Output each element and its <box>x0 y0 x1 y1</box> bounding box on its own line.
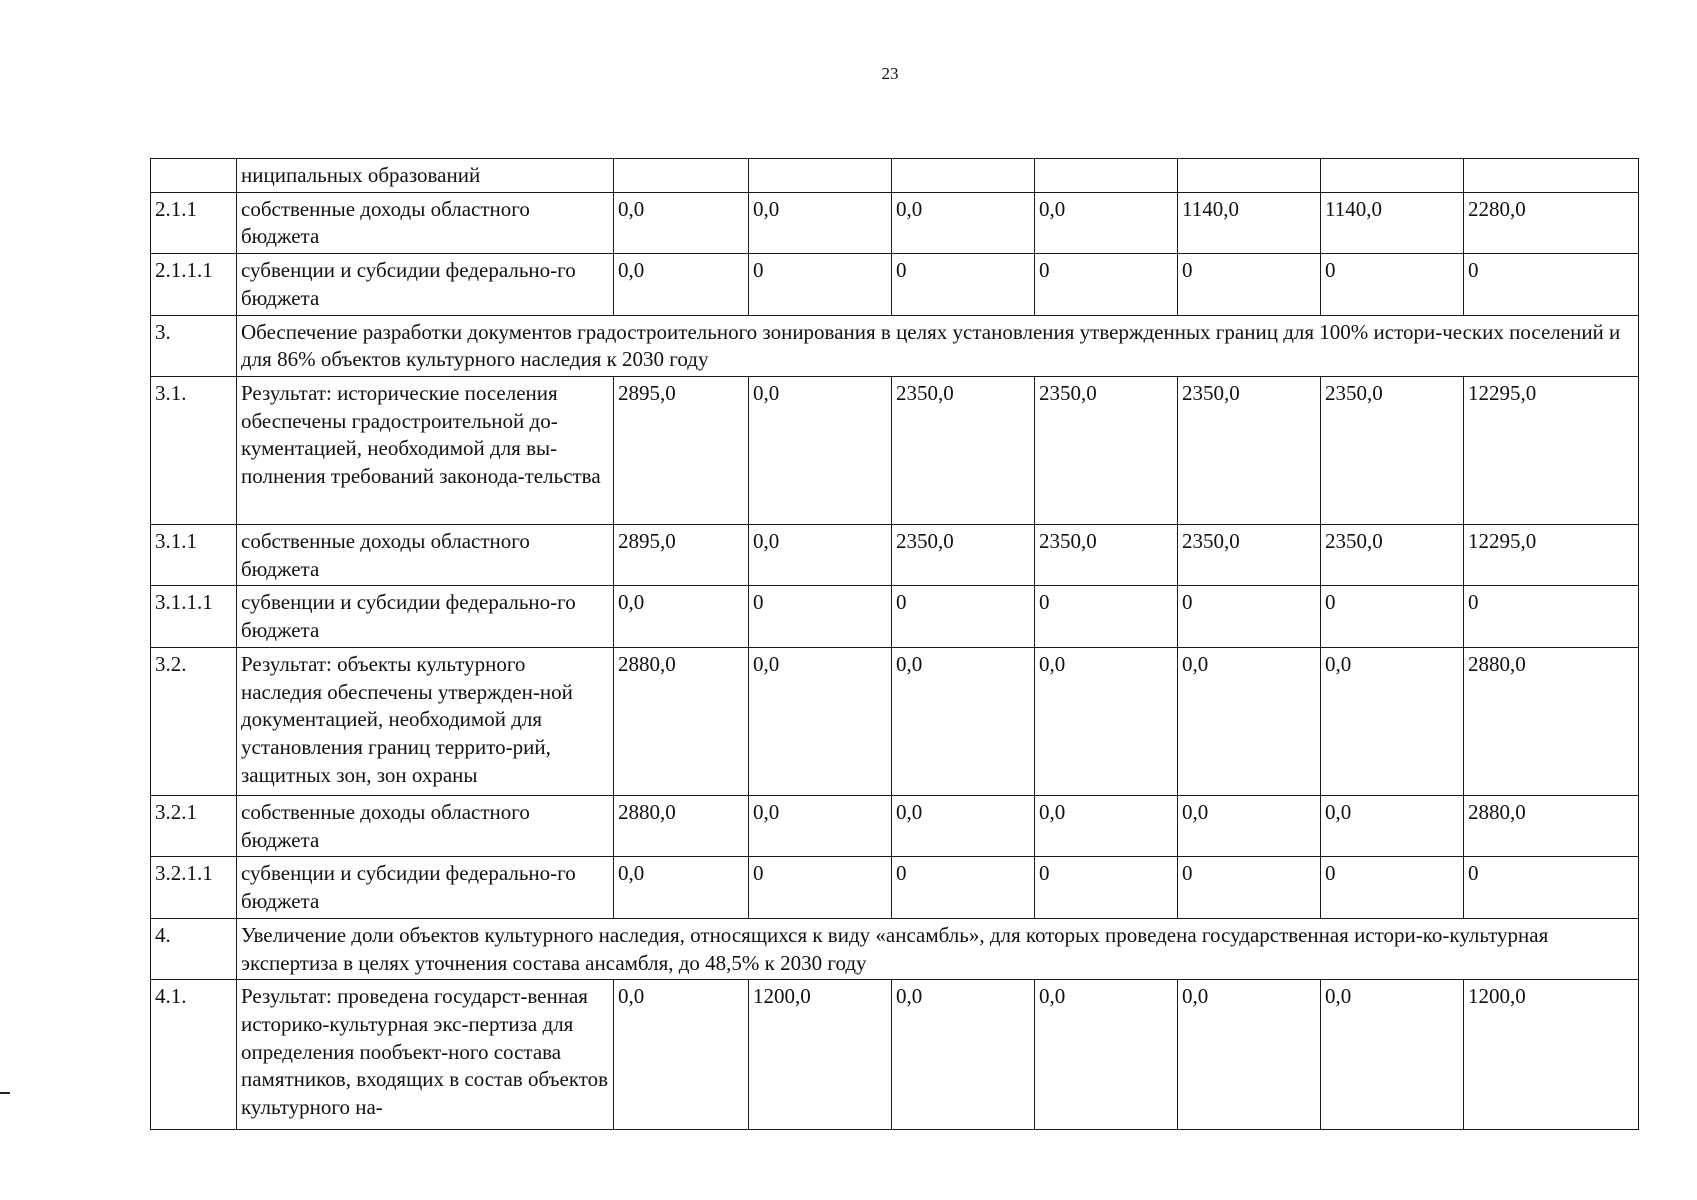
row-code: 3.2. <box>151 647 237 795</box>
value-cell: 0 <box>1464 254 1639 315</box>
value-cell: 0,0 <box>614 586 749 647</box>
value-cell: 2350,0 <box>1321 525 1464 586</box>
value-cell <box>614 159 749 193</box>
value-cell: 0,0 <box>1178 647 1321 795</box>
value-cell: 2350,0 <box>1178 377 1321 525</box>
value-cell: 1140,0 <box>1321 192 1464 253</box>
value-cell: 0,0 <box>749 647 892 795</box>
value-cell: 0,0 <box>614 192 749 253</box>
page-number: 23 <box>881 64 899 83</box>
value-cell: 0,0 <box>1035 795 1178 856</box>
table-row <box>151 525 1639 586</box>
value-cell <box>749 159 892 193</box>
value-cell: 1200,0 <box>749 980 892 1130</box>
value-cell: 0,0 <box>614 254 749 315</box>
value-cell: 2880,0 <box>614 795 749 856</box>
row-description: собственные доходы областного бюджета <box>237 795 614 856</box>
value-cell: 0 <box>1035 857 1178 918</box>
value-cell: 2280,0 <box>1464 192 1639 253</box>
row-description: субвенции и субсидии федерально-го бюджета <box>237 254 614 315</box>
table-row <box>151 377 1639 525</box>
value-cell: 2350,0 <box>1321 377 1464 525</box>
value-cell: 2350,0 <box>1035 525 1178 586</box>
margin-mark <box>0 1092 10 1094</box>
value-cell: 2350,0 <box>1178 525 1321 586</box>
section-row <box>151 918 1639 979</box>
value-cell: 2880,0 <box>1464 795 1639 856</box>
value-cell: 0,0 <box>1321 795 1464 856</box>
value-cell: 1200,0 <box>1464 980 1639 1130</box>
value-cell <box>1464 159 1639 193</box>
value-cell: 0,0 <box>1178 795 1321 856</box>
row-code: 3.1.1 <box>151 525 237 586</box>
section-title: Увеличение доли объектов культурного наследия, относящихся к виду «ансамбль», для которых проведена государственная истори-ко-культурная экспертиза в целях уточнения состава ансамбля, до 48,5% к 2030 году <box>237 918 1639 979</box>
value-cell: 2895,0 <box>614 377 749 525</box>
value-cell: 0 <box>892 857 1035 918</box>
value-cell: 2895,0 <box>614 525 749 586</box>
value-cell: 0,0 <box>614 857 749 918</box>
value-cell: 1140,0 <box>1178 192 1321 253</box>
section-title: Обеспечение разработки документов градостроительного зонирования в целях установления утвержденных границ для 100% истори-ческих поселений и для 86% объектов культурного наследия к 2030 году <box>237 315 1639 376</box>
row-description: Результат: объекты культурного наследия обеспечены утвержден-ной документацией, необходимой для установления границ террито-рий, защитных зон, зон охраны <box>237 647 614 795</box>
row-description: Результат: исторические поселения обеспечены градостроительной до-кументацией, необходимой для вы-полнения требований законода-тельства <box>237 377 614 525</box>
value-cell: 0,0 <box>892 192 1035 253</box>
value-cell: 0,0 <box>1035 647 1178 795</box>
value-cell: 0 <box>1035 586 1178 647</box>
value-cell: 2880,0 <box>614 647 749 795</box>
value-cell: 0,0 <box>614 980 749 1130</box>
table-row <box>151 586 1639 647</box>
value-cell <box>892 159 1035 193</box>
table-row <box>151 857 1639 918</box>
value-cell: 0 <box>1321 586 1464 647</box>
row-code: 3. <box>151 315 237 376</box>
value-cell: 0,0 <box>892 795 1035 856</box>
value-cell: 12295,0 <box>1464 525 1639 586</box>
value-cell: 0 <box>1178 586 1321 647</box>
row-code: 4.1. <box>151 980 237 1130</box>
value-cell <box>1178 159 1321 193</box>
table-row <box>151 795 1639 856</box>
section-row <box>151 315 1639 376</box>
row-code <box>151 159 237 193</box>
value-cell <box>1321 159 1464 193</box>
value-cell: 0,0 <box>1321 980 1464 1130</box>
value-cell: 12295,0 <box>1464 377 1639 525</box>
value-cell: 0,0 <box>749 795 892 856</box>
value-cell: 0 <box>892 254 1035 315</box>
value-cell: 0,0 <box>749 525 892 586</box>
row-code: 3.1. <box>151 377 237 525</box>
value-cell: 0 <box>1178 254 1321 315</box>
value-cell: 2350,0 <box>892 525 1035 586</box>
row-code: 3.2.1 <box>151 795 237 856</box>
table-row <box>151 254 1639 315</box>
budget-table <box>150 158 1639 1130</box>
value-cell: 0 <box>892 586 1035 647</box>
value-cell: 0,0 <box>1035 192 1178 253</box>
value-cell: 0,0 <box>892 980 1035 1130</box>
value-cell: 0 <box>1321 254 1464 315</box>
row-code: 3.1.1.1 <box>151 586 237 647</box>
value-cell: 0,0 <box>1178 980 1321 1130</box>
table-body <box>151 159 1639 1130</box>
value-cell: 0,0 <box>892 647 1035 795</box>
table-row <box>151 980 1639 1130</box>
row-description: ниципальных образований <box>237 159 614 193</box>
value-cell: 0 <box>1178 857 1321 918</box>
value-cell: 2350,0 <box>892 377 1035 525</box>
row-code: 2.1.1.1 <box>151 254 237 315</box>
value-cell: 0 <box>1464 586 1639 647</box>
table-row <box>151 192 1639 253</box>
row-description: собственные доходы областного бюджета <box>237 525 614 586</box>
value-cell: 0,0 <box>1321 647 1464 795</box>
value-cell: 0,0 <box>749 377 892 525</box>
row-description: Результат: проведена государст-венная историко-культурная экс-пертиза для определения пообъект-ного состава памятников, входящих в состав объектов культурного на- <box>237 980 614 1130</box>
table-row <box>151 159 1639 193</box>
row-description: субвенции и субсидии федерально-го бюджета <box>237 586 614 647</box>
row-code: 2.1.1 <box>151 192 237 253</box>
value-cell: 0 <box>749 857 892 918</box>
value-cell: 0,0 <box>1035 980 1178 1130</box>
value-cell: 0 <box>1464 857 1639 918</box>
value-cell: 0 <box>1321 857 1464 918</box>
row-code: 3.2.1.1 <box>151 857 237 918</box>
value-cell: 0 <box>749 254 892 315</box>
value-cell: 0 <box>749 586 892 647</box>
row-description: собственные доходы областного бюджета <box>237 192 614 253</box>
value-cell: 2350,0 <box>1035 377 1178 525</box>
row-code: 4. <box>151 918 237 979</box>
row-description: субвенции и субсидии федерально-го бюджета <box>237 857 614 918</box>
value-cell: 2880,0 <box>1464 647 1639 795</box>
value-cell: 0 <box>1035 254 1178 315</box>
table-row <box>151 647 1639 795</box>
value-cell <box>1035 159 1178 193</box>
value-cell: 0,0 <box>749 192 892 253</box>
